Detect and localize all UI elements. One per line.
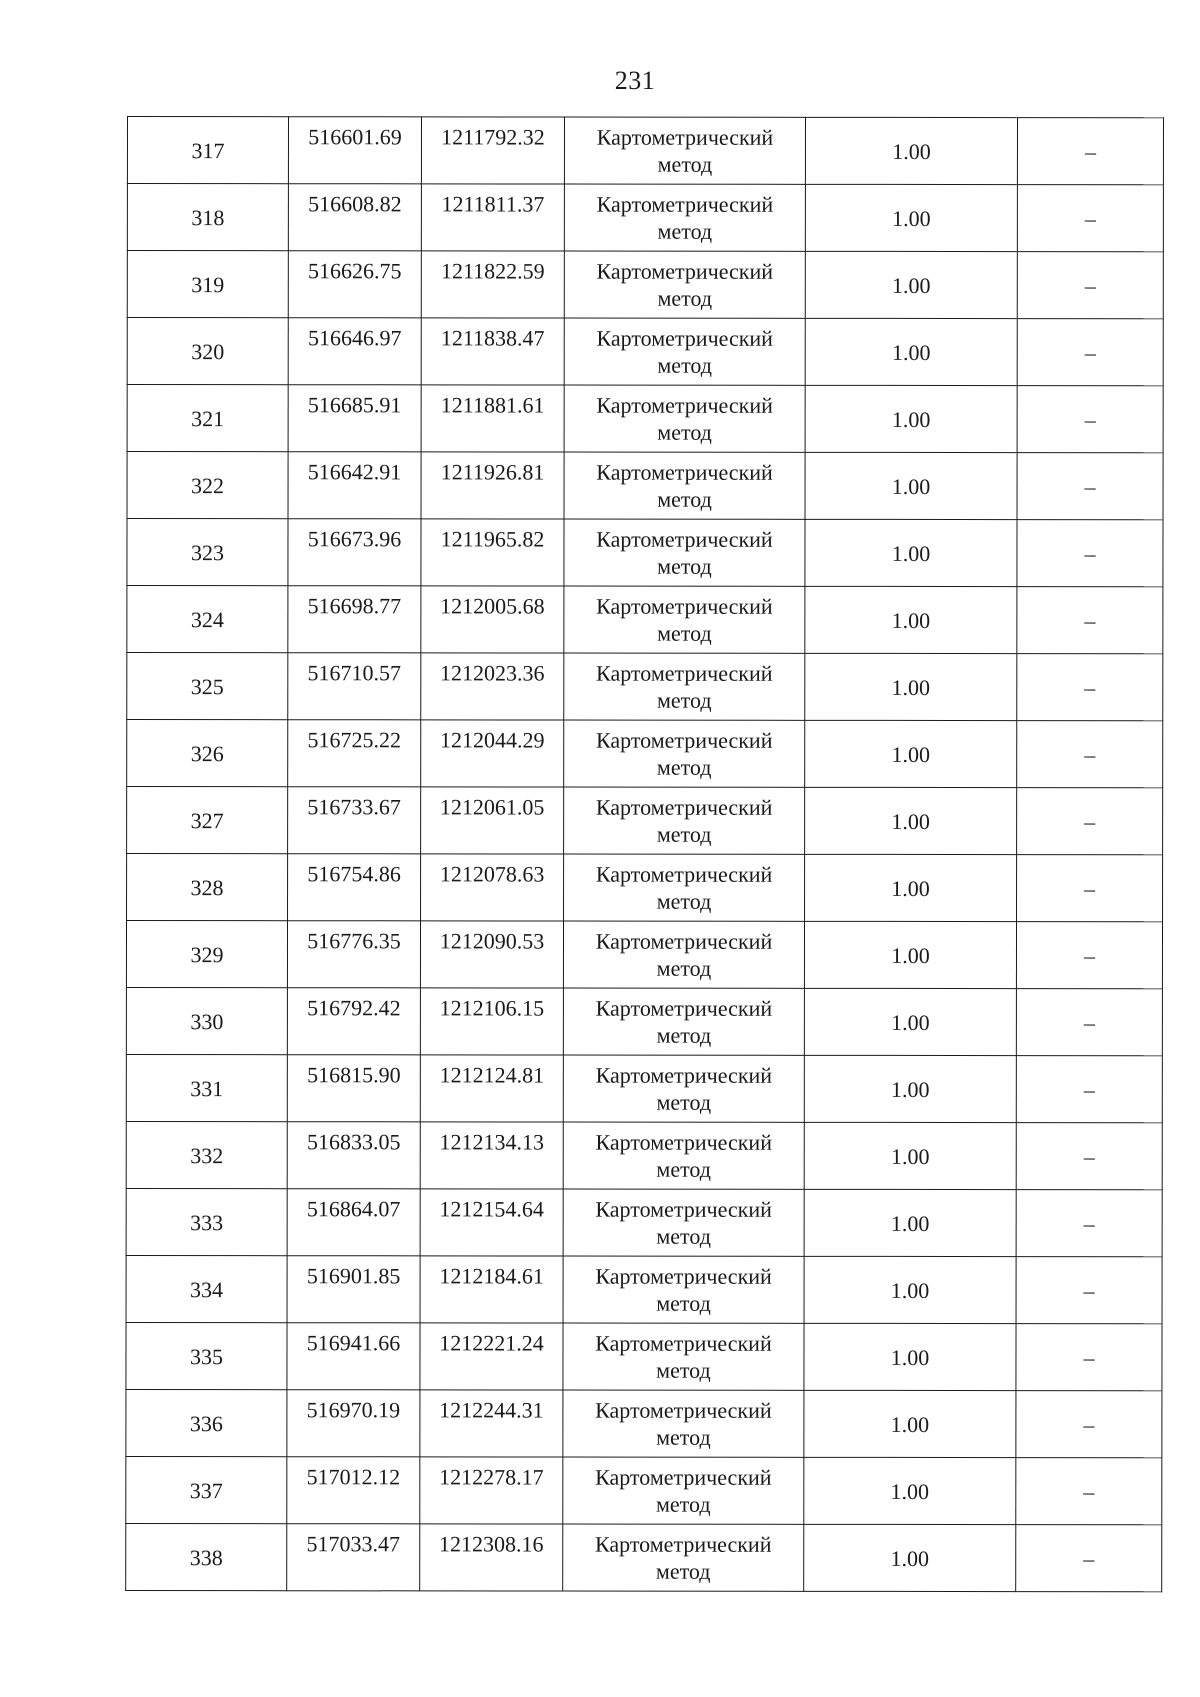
method-text: Картометрический метод: [596, 392, 773, 445]
point-number-cell: 338: [126, 1523, 287, 1590]
x-coordinate-text: 516626.75: [308, 258, 402, 284]
x-coordinate-text: 516685.91: [307, 392, 402, 418]
accuracy-cell: 1.00: [805, 251, 1017, 318]
method-cell: [564, 117, 805, 184]
point-number-cell: 330: [126, 987, 287, 1054]
table-row: [127, 854, 1163, 922]
y-coordinate-cell: [421, 519, 564, 586]
x-coordinate-text: 516601.69: [308, 124, 402, 150]
description-cell: –: [1017, 587, 1163, 654]
x-coordinate-text: 516710.57: [307, 660, 402, 686]
method-cell: [564, 586, 805, 653]
method-cell: [563, 1390, 804, 1457]
method-text: Картометрический метод: [595, 1062, 773, 1115]
y-coordinate-cell: [421, 586, 564, 653]
y-coordinate-text: 1212308.16: [438, 1531, 544, 1557]
y-coordinate-cell: [421, 385, 564, 452]
point-number-cell: 322: [127, 452, 288, 519]
table-body: [126, 117, 1164, 1592]
x-coordinate-cell: [287, 1524, 420, 1591]
description-cell: –: [1017, 654, 1163, 721]
x-coordinate-cell: [288, 184, 421, 251]
point-number-cell: 318: [127, 184, 288, 251]
x-coordinate-cell: [287, 1055, 420, 1122]
y-coordinate-cell: [421, 318, 564, 385]
x-coordinate-text: 516776.35: [307, 928, 401, 954]
table-row: [126, 1121, 1162, 1189]
x-coordinate-text: 517033.47: [306, 1531, 401, 1557]
y-coordinate-cell: [420, 1457, 563, 1524]
method-cell: [564, 787, 805, 854]
x-coordinate-text: 516698.77: [307, 593, 402, 619]
method-cell: [564, 184, 805, 251]
point-number-cell: 326: [127, 720, 288, 787]
accuracy-cell: 1.00: [804, 1390, 1016, 1457]
method-cell: [564, 318, 805, 385]
description-cell: –: [1016, 1257, 1162, 1324]
x-coordinate-text: 516725.22: [307, 727, 402, 753]
description-cell: –: [1017, 520, 1163, 587]
y-coordinate-cell: [420, 1323, 563, 1390]
method-cell: [563, 1524, 804, 1591]
method-text: Картометрический метод: [596, 459, 773, 512]
y-coordinate-cell: [420, 1055, 563, 1122]
table-row: [126, 1054, 1162, 1122]
y-coordinate-text: 1212244.31: [439, 1397, 544, 1423]
x-coordinate-cell: [288, 117, 421, 184]
y-coordinate-cell: [421, 184, 564, 251]
table-row: [127, 720, 1163, 788]
point-number-cell: 337: [126, 1456, 287, 1523]
y-coordinate-text: 1212044.29: [439, 727, 545, 753]
accuracy-cell: 1.00: [805, 318, 1017, 385]
accuracy-cell: 1.00: [805, 787, 1017, 854]
x-coordinate-text: 516642.91: [307, 459, 402, 485]
point-number-cell: 324: [127, 586, 288, 653]
table-row: [127, 586, 1163, 654]
table-row: [126, 1322, 1162, 1390]
y-coordinate-text: 1212023.36: [440, 660, 545, 686]
point-number-cell: 320: [127, 318, 288, 385]
x-coordinate-text: 516901.85: [306, 1263, 401, 1289]
description-cell: –: [1016, 1123, 1162, 1190]
y-coordinate-cell: [420, 988, 563, 1055]
y-coordinate-cell: [421, 251, 564, 318]
description-cell: –: [1017, 788, 1163, 855]
method-cell: [563, 921, 804, 988]
accuracy-cell: 1.00: [804, 1524, 1016, 1591]
method-text: Картометрический метод: [596, 191, 774, 244]
page-number: 231: [614, 66, 656, 95]
table-row: [127, 385, 1163, 453]
method-text: Картометрический метод: [595, 928, 773, 981]
y-coordinate-cell: [420, 1189, 563, 1256]
y-coordinate-cell: [421, 720, 564, 787]
accuracy-cell: 1.00: [804, 1457, 1016, 1524]
y-coordinate-text: 1211792.32: [441, 124, 545, 150]
method-cell: [564, 653, 805, 720]
x-coordinate-text: 516733.67: [307, 794, 401, 820]
method-text: Картометрический метод: [595, 1330, 772, 1383]
method-cell: [564, 452, 805, 519]
y-coordinate-text: 1212106.15: [439, 995, 545, 1021]
x-coordinate-cell: [287, 921, 420, 988]
method-text: Картометрический метод: [596, 593, 773, 646]
description-cell: –: [1017, 118, 1163, 185]
y-coordinate-cell: [421, 653, 564, 720]
x-coordinate-cell: [287, 988, 420, 1055]
method-text: Картометрический метод: [595, 1397, 772, 1450]
x-coordinate-cell: [287, 1256, 420, 1323]
accuracy-cell: 1.00: [804, 1055, 1016, 1122]
y-coordinate-text: 1211838.47: [440, 325, 545, 351]
point-number-cell: 321: [127, 385, 288, 452]
y-coordinate-text: 1211811.37: [441, 191, 545, 217]
method-cell: [563, 1189, 804, 1256]
x-coordinate-cell: [287, 1390, 420, 1457]
y-coordinate-text: 1212005.68: [440, 593, 545, 619]
point-number-cell: 329: [126, 921, 287, 988]
x-coordinate-text: 516941.66: [306, 1330, 401, 1356]
method-text: Картометрический метод: [594, 1531, 772, 1584]
point-number-cell: 325: [127, 653, 288, 720]
x-coordinate-cell: [288, 586, 421, 653]
method-cell: [564, 854, 805, 921]
table-row: [126, 987, 1162, 1055]
point-number-cell: 317: [127, 117, 288, 184]
point-number-cell: 336: [126, 1389, 287, 1456]
description-cell: –: [1016, 1056, 1162, 1123]
y-coordinate-text: 1211822.59: [440, 258, 545, 284]
y-coordinate-text: 1212134.13: [439, 1129, 545, 1155]
point-number-cell: 333: [126, 1188, 287, 1255]
description-cell: –: [1016, 989, 1162, 1056]
method-cell: [564, 519, 805, 586]
description-cell: –: [1016, 922, 1162, 989]
x-coordinate-text: 516970.19: [306, 1397, 401, 1423]
description-cell: –: [1016, 1190, 1162, 1257]
table-row: [127, 318, 1163, 386]
point-number-cell: 319: [127, 251, 288, 318]
table-row: [127, 519, 1163, 587]
accuracy-cell: 1.00: [804, 1323, 1016, 1390]
method-cell: [564, 720, 805, 787]
y-coordinate-text: 1212184.61: [439, 1263, 544, 1289]
x-coordinate-text: 516833.05: [306, 1129, 401, 1155]
x-coordinate-text: 516754.86: [307, 861, 401, 887]
point-number-cell: 327: [127, 787, 288, 854]
y-coordinate-text: 1211965.82: [440, 526, 545, 552]
description-cell: –: [1017, 319, 1163, 386]
point-number-cell: 323: [127, 519, 288, 586]
x-coordinate-cell: [287, 1457, 420, 1524]
y-coordinate-text: 1212090.53: [439, 928, 545, 954]
x-coordinate-text: 516792.42: [307, 995, 401, 1021]
description-cell: –: [1017, 855, 1163, 922]
method-text: Картометрический метод: [596, 325, 773, 378]
accuracy-cell: 1.00: [804, 1189, 1016, 1256]
description-cell: –: [1017, 386, 1163, 453]
accuracy-cell: 1.00: [805, 519, 1017, 586]
method-text: Картометрический метод: [595, 861, 773, 914]
x-coordinate-text: 517012.12: [306, 1464, 401, 1490]
x-coordinate-cell: [288, 251, 421, 318]
y-coordinate-cell: [421, 854, 564, 921]
y-coordinate-text: 1212124.81: [439, 1062, 545, 1088]
x-coordinate-cell: [288, 318, 421, 385]
x-coordinate-cell: [288, 653, 421, 720]
method-text: Картометрический метод: [595, 1464, 772, 1517]
description-cell: –: [1017, 185, 1163, 252]
method-cell: [564, 251, 805, 318]
table-row: [126, 921, 1162, 989]
x-coordinate-cell: [288, 519, 421, 586]
method-text: Картометрический метод: [595, 995, 773, 1048]
description-cell: –: [1016, 1525, 1162, 1592]
description-cell: –: [1016, 1391, 1162, 1458]
x-coordinate-cell: [287, 1323, 420, 1390]
point-number-cell: 335: [126, 1322, 287, 1389]
y-coordinate-text: 1212221.24: [439, 1330, 544, 1356]
accuracy-cell: 1.00: [805, 586, 1017, 653]
x-coordinate-text: 516646.97: [307, 325, 402, 351]
x-coordinate-cell: [288, 720, 421, 787]
x-coordinate-text: 516864.07: [306, 1196, 401, 1222]
x-coordinate-text: 516673.96: [307, 526, 402, 552]
description-cell: –: [1017, 453, 1163, 520]
method-text: Картометрический метод: [595, 794, 773, 847]
table-row: [126, 1389, 1162, 1457]
y-coordinate-text: 1212061.05: [439, 794, 545, 820]
y-coordinate-text: 1211881.61: [440, 392, 545, 418]
y-coordinate-cell: [420, 1122, 563, 1189]
method-text: Картометрический метод: [595, 727, 773, 780]
table-row: [127, 117, 1163, 185]
method-cell: [564, 385, 805, 452]
x-coordinate-cell: [288, 385, 421, 452]
method-text: Картометрический метод: [595, 1129, 772, 1182]
accuracy-cell: 1.00: [805, 117, 1017, 184]
table-row: [126, 1255, 1162, 1323]
accuracy-cell: 1.00: [805, 653, 1017, 720]
x-coordinate-cell: [288, 854, 421, 921]
point-number-cell: 328: [127, 854, 288, 921]
description-cell: –: [1016, 1324, 1162, 1391]
table-row: [126, 1456, 1162, 1524]
table-row: [127, 452, 1163, 520]
y-coordinate-cell: [421, 787, 564, 854]
y-coordinate-cell: [421, 117, 564, 184]
table-row: [127, 251, 1163, 319]
x-coordinate-text: 516815.90: [307, 1062, 401, 1088]
table-row: [127, 653, 1163, 721]
y-coordinate-text: 1211926.81: [440, 459, 545, 485]
accuracy-cell: 1.00: [805, 854, 1017, 921]
accuracy-cell: 1.00: [804, 921, 1016, 988]
accuracy-cell: 1.00: [804, 1122, 1016, 1189]
method-cell: [563, 1122, 804, 1189]
y-coordinate-cell: [420, 921, 563, 988]
table-row: [126, 1523, 1162, 1591]
method-text: Картометрический метод: [596, 526, 773, 579]
y-coordinate-cell: [421, 452, 564, 519]
y-coordinate-cell: [420, 1524, 563, 1591]
coordinates-table: [125, 116, 1164, 1592]
method-cell: [563, 1256, 804, 1323]
x-coordinate-cell: [287, 1189, 420, 1256]
y-coordinate-text: 1212154.64: [439, 1196, 544, 1222]
y-coordinate-cell: [420, 1390, 563, 1457]
x-coordinate-cell: [288, 787, 421, 854]
y-coordinate-cell: [420, 1256, 563, 1323]
method-text: Картометрический метод: [596, 258, 774, 311]
point-number-cell: 331: [126, 1054, 287, 1121]
method-cell: [563, 1323, 804, 1390]
table-row: [127, 184, 1163, 252]
method-text: Картометрический метод: [596, 124, 774, 177]
y-coordinate-text: 1212278.17: [439, 1464, 544, 1490]
method-text: Картометрический метод: [596, 660, 773, 713]
method-cell: [563, 988, 804, 1055]
table-row: [126, 1188, 1162, 1256]
accuracy-cell: 1.00: [804, 1256, 1016, 1323]
y-coordinate-text: 1212078.63: [439, 861, 545, 887]
description-cell: –: [1016, 1458, 1162, 1525]
accuracy-cell: 1.00: [805, 184, 1017, 251]
description-cell: –: [1017, 252, 1163, 319]
method-text: Картометрический метод: [595, 1196, 772, 1249]
x-coordinate-cell: [288, 452, 421, 519]
accuracy-cell: 1.00: [805, 385, 1017, 452]
method-cell: [563, 1457, 804, 1524]
method-cell: [563, 1055, 804, 1122]
accuracy-cell: 1.00: [805, 452, 1017, 519]
x-coordinate-cell: [287, 1122, 420, 1189]
accuracy-cell: 1.00: [804, 988, 1016, 1055]
point-number-cell: 334: [126, 1255, 287, 1322]
point-number-cell: 332: [126, 1121, 287, 1188]
method-text: Картометрический метод: [595, 1263, 772, 1316]
description-cell: –: [1017, 721, 1163, 788]
accuracy-cell: 1.00: [805, 720, 1017, 787]
x-coordinate-text: 516608.82: [308, 191, 402, 217]
table-row: [127, 787, 1163, 855]
